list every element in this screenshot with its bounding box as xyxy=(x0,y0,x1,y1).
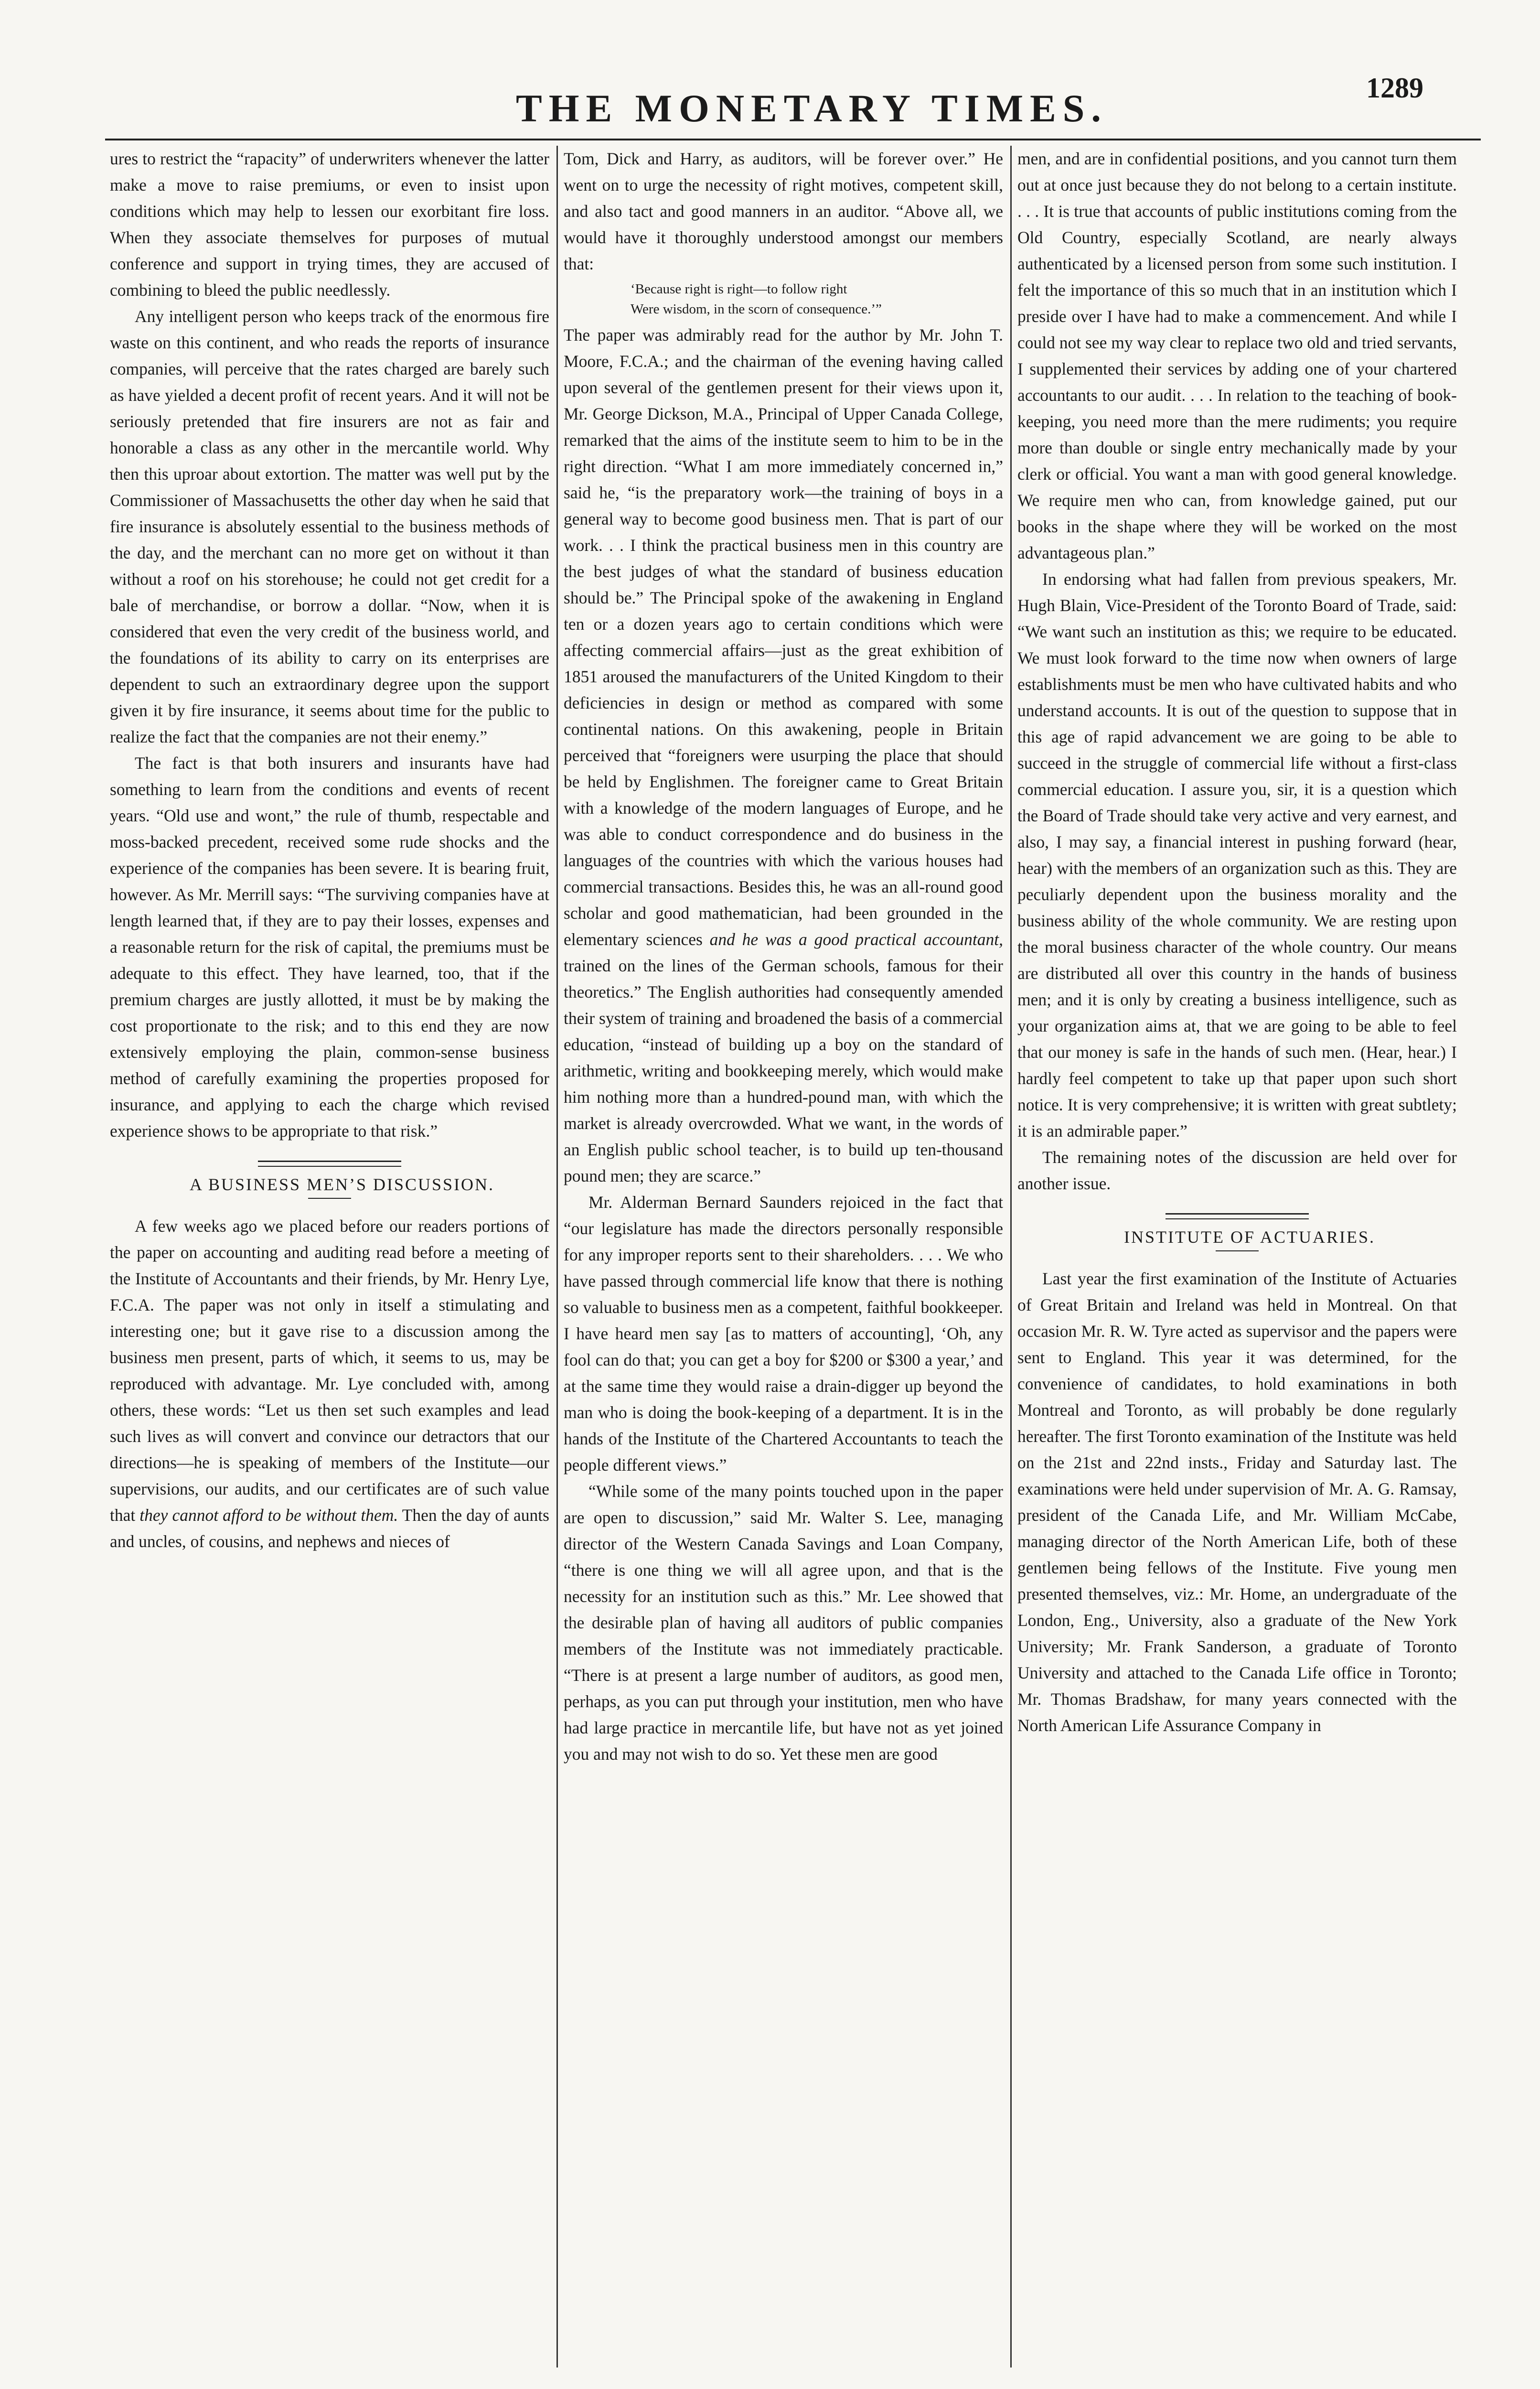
quote-line: Were wisdom, in the scorn of consequence.’” xyxy=(631,301,882,317)
paragraph: men, and are in confidential positions, and you cannot turn them out at once just because they do not belong to a certain institute. . . . It is true that accounts of public institutions coming from the Old Country, especially Scotland, are nearly always authenticated by a licensed person from some such institution. I felt the importance of this so much that in an institution which I preside over I have had to make a commencement. And while I could not see my way clear to replace two old and tried servants, I supplemented their services by adding one of your chartered accountants to our audit. . . . In relation to the teaching of book-keeping, you need more than the mere rudiments; you require more than double or single entry mechanically made by your clerk or official. You want a man with good general knowledge. We require men who can, from knowledge gained, put our books in the shape where they will be worked on the most advantageous plan.” xyxy=(1017,149,1457,562)
newspaper-title: THE MONETARY TIMES. xyxy=(516,86,1108,130)
paragraph: Any intelligent person who keeps track of the enormous fire waste on this continent, and who reads the reports of insurance companies, will perceive that the rates charged are barely such as have yielded a decent profit of recent years. And it will not be seriously pretended that fire insurers are not as fair and honorable a class as any other in the mercantile world. Why then this uproar about extortion. The matter was well put by the Commissioner of Massachusetts the other day when he said that fire insurance is absolutely essential to the business methods of the day, and the merchant can no more get on without it than without a roof on his storehouse; he could not get credit for a bale of merchandise, or borrow a dollar. “Now, when it is considered that even the very credit of the business world, and the foundations of its ability to carry on its enterprises are dependent to such an extraordinary degree upon the support given it by fire insurance, it seems about time for the public to realize the fact that the companies are not their enemy.” xyxy=(110,307,549,746)
heading-rule xyxy=(1216,1250,1259,1251)
masthead xyxy=(0,72,1540,139)
paragraph: “While some of the many points touched upon in the paper are open to discussion,” said Mr. Walter S. Lee, managing director of the Western Canada Savings and Loan Company, “there is one thing we will all agree upon, and that is the necessity for an institution such as this.” Mr. Lee showed that the desirable plan of having all auditors of public companies members of the Institute was not immediately practicable. “There is at present a large number of auditors, as good men, perhaps, as you can put through your institution, men who have had large practice in mercantile life, but have not as yet joined you and may not wish to do so. Yet these men are good xyxy=(564,1482,1003,1764)
section-separator xyxy=(1166,1213,1309,1219)
paragraph: The fact is that both insurers and insurants have had something to learn from the conditions and events of recent years. “Old use and wont,” the rule of thumb, respectable and moss-backed precedent, received some rude shocks and the experience of the companies has been severe. It is bearing fruit, however. As Mr. Merrill says: “The surviving companies have at length learned that, if they are to pay their losses, expenses and a reasonable return for the risk of capital, the premiums must be adequate to this effect. They have learned, too, that if the premium charges are justly allotted, it must be by making the cost proportionate to the risk; and to this end they are now extensively employing the plain, common-sense business method of carefully examining the properties proposed for insurance, and applying to each the charge which revised experience shows to be appropriate to that risk.” xyxy=(110,753,549,1141)
heading-rule xyxy=(308,1198,351,1199)
article-heading: INSTITUTE OF ACTUARIES. xyxy=(1124,1227,1375,1247)
paragraph xyxy=(110,1213,549,1555)
section-separator xyxy=(258,1161,401,1167)
paragraph xyxy=(564,322,1003,1189)
column-2 xyxy=(564,146,1003,1767)
column-3 xyxy=(1017,146,1457,1739)
column-1 xyxy=(110,146,549,1555)
paragraph: In endorsing what had fallen from previous speakers, Mr. Hugh Blain, Vice-President of the Toronto Board of Trade, said: “We want such an institution as this; we require to be educated. We must look forward to the time now when owners of large establishments must be men who have cultivated habits and who understand accounts. It is out of the question to suppose that in this age of rapid advancement we are going to be able to succeed in the struggle of commercial life without a first-class commercial education. I assure you, sir, it is a question which the Board of Trade should take very active and very earnest, and also, I may say, a financial interest in pushing forward (hear, hear) with the members of an organization such as this. They are peculiarly dependent upon the business morality and the business ability of the whole community. We are resting upon the moral business character of the whole country. Our means are distributed all over this country in the hands of business men; and it is only by creating a business intelligence, such as your organization aims at, that we are going to be able to feel that our money is safe in the hands of such men. (Hear, hear.) I hardly feel competent to take up that paper upon such short notice. It is very comprehensive; it is written with great subtlety; it is an admirable paper.” xyxy=(1017,570,1457,1141)
verse-quote xyxy=(631,279,1003,319)
paragraph: ures to restrict the “rapacity” of underwriters whenever the latter make a move to raise premiums, or even to insist upon conditions which may help to lessen our exorbitant fire loss. When they associate themselves for purposes of mutual conference and support in trying times, they are accused of combining to bleed the public needlessly. xyxy=(110,149,549,300)
page-number: 1289 xyxy=(1366,72,1423,104)
text-run: Then the day of aunts and uncles, of cousins, and nephews and nieces of xyxy=(110,1506,549,1551)
text-run: A few weeks ago we placed before our readers portions of the paper on accounting and auditing read before a meeting of the Institute of Accountants and their friends, by Mr. Henry Lye, F.C.A. The paper was not only in itself a stimulating and interesting one; but it gave rise to a discussion among the business men present, parts of which, it seems to us, may be reproduced with advantage. Mr. Lye concluded with, among others, these words: “Let us then set such examples and lead such lives as will convert and convince our detractors that our directions—he is speaking of members of the Institute—our supervisions, our audits, and our certificates are of such value that xyxy=(110,1216,549,1525)
quote-line: ‘Because right is right—to follow right xyxy=(631,281,847,297)
paragraph: The remaining notes of the discussion are held over for another issue. xyxy=(1017,1148,1457,1193)
paragraph: Mr. Alderman Bernard Saunders rejoiced in the fact that “our legislature has made the directors personally responsible for any improper reports sent to their shareholders. . . . We who have passed through commercial life know that there is nothing so valuable to business men as a competent, faithful bookkeeper. I have heard men say [as to matters of accounting], ‘Oh, any fool can do that; you can get a boy for $200 or $300 a year,’ and at the same time they would raise a drain-digger up beyond the man who is doing the book-keeping of a department. It is in the hands of the Institute of the Chartered Accountants to teach the people different views.” xyxy=(564,1193,1003,1474)
column-divider-1 xyxy=(556,146,558,2367)
paragraph: Last year the first examination of the Institute of Actuaries of Great Britain and Ireland was held in Montreal. On that occasion Mr. R. W. Tyre acted as supervisor and the papers were sent to England. This year it was determined, for the convenience of candidates, to hold examinations in both Montreal and Toronto, as will probably be done regularly hereafter. The first Toronto examination of the Institute was held on the 21st and 22nd insts., Friday and Saturday last. The examinations were held under supervision of Mr. A. G. Ramsay, president of the Canada Life, and Mr. William McCabe, managing director of the North American Life, both of these gentlemen being fellows of the Institute. Five young men presented themselves, viz.: Mr. Home, an undergraduate of the London, Eng., University, also a graduate of the New York University; Mr. Frank Sanderson, a graduate of Toronto University and attached to the Canada Life office in Toronto; Mr. Thomas Bradshaw, for many years connected with the North American Life Assurance Company in xyxy=(1017,1269,1457,1735)
paragraph: Tom, Dick and Harry, as auditors, will be forever over.” He went on to urge the necessity of right motives, competent skill, and also tact and good manners in an auditor. “Above all, we would have it thoroughly understood amongst our members that: xyxy=(564,149,1003,273)
column-divider-2 xyxy=(1010,146,1012,2367)
text-run: The paper was admirably read for the author by Mr. John T. Moore, F.C.A.; and the chairman of the evening having called upon several of the gentlemen present for their views upon it, Mr. George Dickson, M.A., Principal of Upper Canada College, remarked that the aims of the institute seem to him to be in the right direction. “What I am more immediately concerned in,” said he, “is the preparatory work—the training of boys in a general way to become good business men. That is part of our work. . . I think the practical business men in this country are the best judges of what the standard of business education should be.” The Principal spoke of the awakening in England ten or a dozen years ago to certain conditions which were affecting commercial affairs—just as the great exhibition of 1851 aroused the manufacturers of the United Kingdom to their deficiencies in design or method as compared with some continental nations. On this awakening, people in Britain perceived that “foreigners were usurping the place that should be held by Englishmen. The foreigner came to Great Britain with a knowledge of the modern languages of Europe, and he was able to conduct correspondence and do business in the languages of the countries with which the various houses had commercial transactions. Besides this, he was an all-round good scholar and good mathematician, had been grounded in the elementary sciences xyxy=(564,325,1003,949)
masthead-rule xyxy=(105,139,1481,140)
article-heading: A BUSINESS MEN’S DISCUSSION. xyxy=(189,1175,495,1194)
italic-text: and he was a good practical accountant, xyxy=(709,930,1003,949)
text-run: trained on the lines of the German schools, famous for their theoretics.” The English authorities had consequently amended their system of training and broadened the basis of a commercial education, “instead of building up a boy on the standard of arithmetic, writing and bookkeeping merely, which would make him nothing more than a hundred-pound man, with which the market is already overcrowded. What we want, in the words of an English public school teacher, is to build up ten-thousand pound men; they are scarce.” xyxy=(564,956,1003,1185)
italic-text: they cannot afford to be without them. xyxy=(139,1506,398,1525)
